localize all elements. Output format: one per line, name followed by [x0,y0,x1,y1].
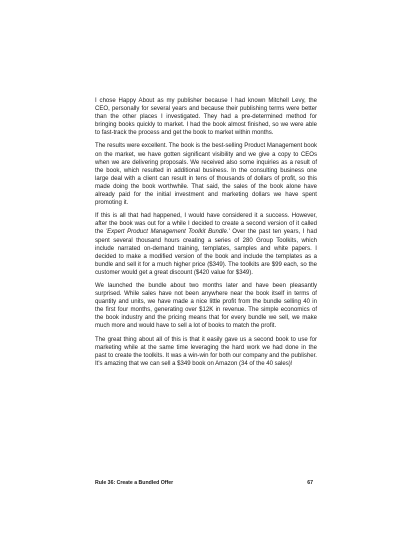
paragraph-bundle-idea-start: If this is all that had happened, I would have considered it a success. However, after the book was out for a while I decided to create a second version of it called the [95,213,317,236]
paragraph-publisher-choice: I chose Happy About as my publisher because I had known Mitchell Levy, the CEO, personally for several years and because their publishing terms were better than the other places I investigated. They had a pre-determined method for bringing books quickly to market. I had the book almost finished, so we were able to fast-track the process and get the book to market within months. [95,98,317,137]
paragraph-conclusion: The great thing about all of this is that it easily gave us a second book to use for marketing while at the same time leveraging the hard work we had done in the past to create the toolkits. It was a win-win for both our company and the publisher. It's amazing that we can sell a $349 book on Amazon (34 of the 40 sales)! [95,336,317,367]
page-number: 67 [307,480,313,486]
footer-title: Rule 36: Create a Bundled Offer [95,480,174,486]
paragraph-bundle-idea-end: Over the past ten years, I had spent several thousand hours creating a series of 280 Group Toolkits, which include narrated on-demand training, templates, samples and white papers. I decided to make a modified version of the book and include the templates as a bundle and sell it for a much higher price ($349). The toolkits are $99 each, so the customer would get a great discount ($420 value for $349). [95,229,317,276]
paragraph-results: The results were excellent. The book is the best-selling Product Management book on the market, we have gotten significant visibility and we give a copy to CEOs when we are delivering proposals. We received also some inquiries as a result of the book, which resulted in additional business. In the consulting business one large deal with a client can result in tens of thousands of dollars of profit, so this made doing the book worthwhile. That said, the sales of the book alone have already paid for the initial investment and marketing dollars we have spent promoting it. [95,143,317,207]
paragraph-bundle-idea [95,212,317,277]
bundle-title: 'Expert Product Management Toolkit Bundle.' [105,229,230,236]
body-text [95,97,317,373]
paragraph-launch: We launched the bundle about two months later and have been pleasantly surprised. While sales have not been anywhere near the book itself in terms of quantity and units, we have made a nice little profit from the bundle selling 40 in the first four months, generating over $12K in revenue. The simple economics of the book industry and the pricing means that for every bundle we sell, we make much more and would have to sell a lot of books to match the profit. [95,282,317,330]
